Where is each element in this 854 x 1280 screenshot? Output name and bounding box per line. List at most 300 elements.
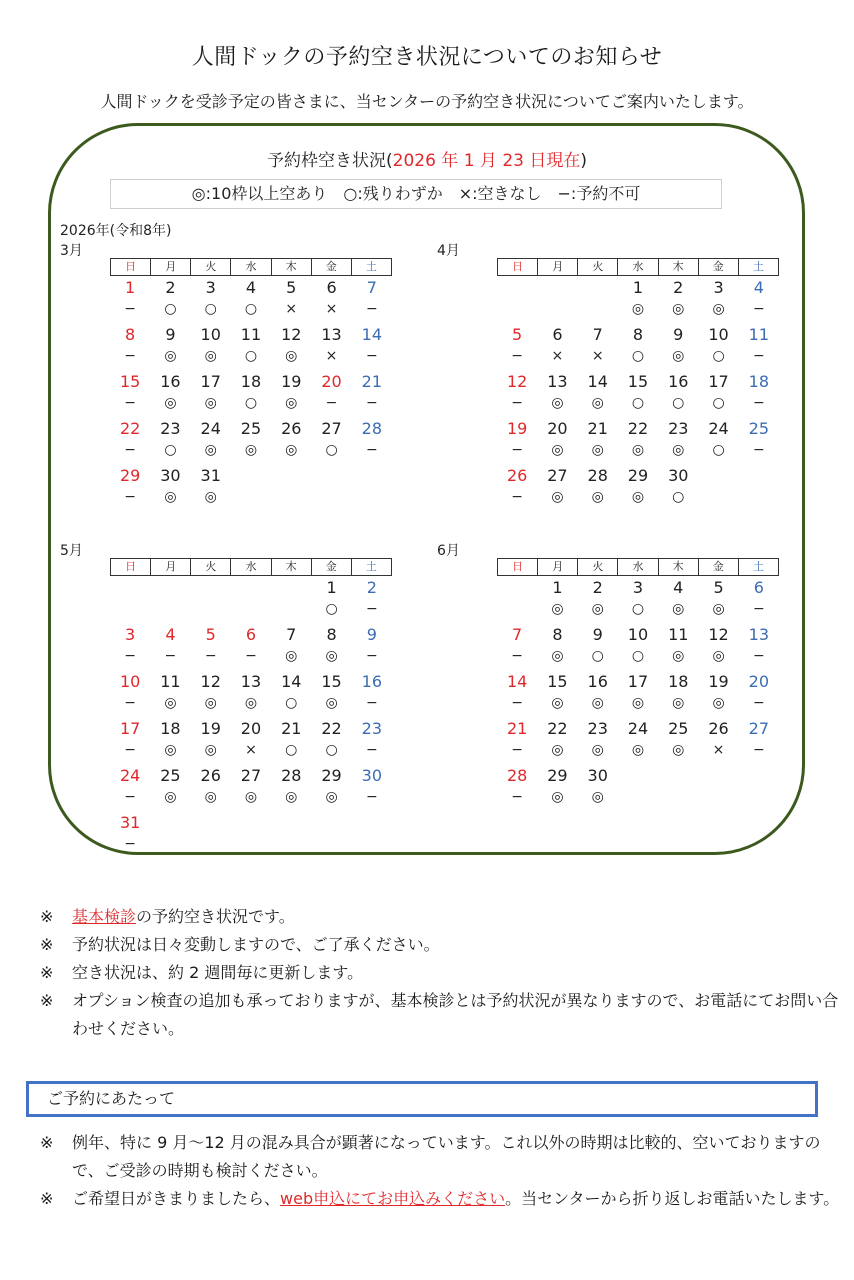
calendar-day — [739, 464, 779, 511]
availability-symbol: ◎ — [591, 695, 604, 711]
availability-symbol: − — [124, 836, 136, 852]
calendar-day — [739, 370, 779, 417]
note-item — [40, 931, 840, 959]
day-number: 21 — [361, 372, 382, 391]
weekday-label: 金 — [312, 559, 352, 575]
availability-symbol: ◎ — [591, 601, 604, 617]
availability-symbol: ◎ — [672, 348, 685, 364]
availability-symbol: − — [164, 648, 177, 664]
calendar-day — [311, 464, 351, 511]
calendar-march — [110, 258, 392, 511]
calendar-day — [658, 764, 698, 811]
availability-symbol — [231, 486, 271, 508]
availability-symbol: ○ — [244, 301, 258, 317]
availability-symbol: − — [752, 348, 765, 364]
availability-symbol: ◎ — [551, 601, 564, 617]
calendar-day — [618, 464, 658, 511]
availability-symbol: ◎ — [591, 489, 604, 505]
note-text: 予約状況は日々変動しますので、ご了承ください。 — [72, 935, 440, 954]
calendar-day — [739, 576, 779, 623]
day-number: 24 — [708, 419, 729, 438]
availability-symbol: ◎ — [164, 742, 177, 758]
availability-symbol: ◎ — [672, 648, 685, 664]
calendar-day — [739, 717, 779, 764]
availability-symbol: × — [325, 301, 338, 317]
day-number — [698, 466, 738, 486]
weekday-label: 火 — [191, 559, 231, 575]
availability-symbol: ◎ — [631, 489, 645, 505]
note-mark: ※ — [40, 935, 54, 954]
calendar-day — [497, 764, 537, 811]
day-number: 25 — [240, 419, 262, 438]
day-number: 13 — [748, 625, 769, 644]
day-number: 6 — [753, 578, 764, 597]
day-number: 22 — [119, 419, 141, 438]
availability-symbol: − — [124, 442, 136, 458]
weekday-label: 水 — [231, 559, 271, 575]
day-number — [191, 578, 231, 598]
calendar-day — [191, 576, 231, 623]
day-number: 15 — [547, 672, 568, 691]
availability-symbol: ◎ — [164, 489, 177, 505]
day-number: 29 — [119, 466, 141, 485]
calendar-day — [618, 717, 658, 764]
day-number: 6 — [552, 325, 563, 344]
weekday-label: 日 — [111, 559, 151, 575]
note-text: ご希望日がきまりましたら、 — [72, 1189, 281, 1208]
day-number: 4 — [165, 625, 176, 644]
availability-symbol: − — [511, 695, 523, 711]
weekday-label: 土 — [365, 560, 377, 573]
calendar-day — [311, 276, 351, 323]
availability-symbol — [271, 598, 311, 620]
availability-symbol: ◎ — [204, 348, 217, 364]
calendar-week — [110, 276, 392, 323]
calendar-week — [110, 464, 392, 511]
availability-title-prefix: 予約枠空き状況( — [266, 151, 393, 171]
availability-title — [0, 146, 854, 171]
availability-symbol: ○ — [325, 442, 338, 458]
day-number — [739, 766, 779, 786]
day-number: 2 — [366, 578, 377, 597]
weekday-label: 日 — [111, 259, 151, 275]
availability-symbol: × — [591, 348, 604, 364]
day-number: 7 — [512, 625, 523, 644]
day-number: 2 — [592, 578, 603, 597]
availability-symbol: ○ — [164, 301, 177, 317]
day-number: 13 — [240, 672, 262, 691]
weekday-label: 土 — [752, 560, 764, 573]
availability-symbol: × — [325, 348, 338, 364]
availability-symbol: ◎ — [285, 348, 298, 364]
day-number: 3 — [713, 278, 724, 297]
day-number: 17 — [119, 719, 141, 738]
calendar-day — [537, 276, 577, 323]
day-number: 22 — [321, 719, 342, 738]
weekday-label: 水 — [231, 259, 271, 275]
availability-symbol: ◎ — [244, 442, 258, 458]
availability-symbol: ○ — [712, 442, 725, 458]
day-number — [271, 466, 311, 486]
calendar-day — [311, 576, 351, 623]
availability-symbol — [231, 833, 271, 855]
day-number: 9 — [592, 625, 603, 644]
availability-symbol: ◎ — [591, 395, 604, 411]
availability-symbol: ◎ — [325, 648, 338, 664]
calendar-day — [352, 623, 392, 670]
day-number: 19 — [281, 372, 302, 391]
note-mark: ※ — [40, 907, 54, 926]
month-label-may: 5月 — [60, 543, 83, 559]
day-number: 8 — [632, 325, 644, 344]
availability-symbol: ◎ — [285, 442, 298, 458]
calendar-day — [271, 417, 311, 464]
availability-symbol — [698, 486, 738, 508]
day-number: 12 — [506, 372, 528, 391]
availability-symbol: − — [204, 648, 217, 664]
weekday-label: 火 — [578, 559, 618, 575]
calendar-day — [311, 764, 351, 811]
calendar-day — [150, 576, 190, 623]
day-number — [231, 578, 271, 598]
calendar-day — [658, 717, 698, 764]
day-number: 9 — [673, 325, 684, 344]
calendar-week — [497, 576, 779, 623]
availability-symbol: ○ — [285, 742, 298, 758]
day-number: 28 — [361, 419, 382, 438]
availability-symbol: ◎ — [712, 601, 725, 617]
calendar-day — [110, 764, 150, 811]
calendar-day — [271, 576, 311, 623]
notes-list — [40, 903, 840, 1043]
day-number — [497, 578, 537, 598]
availability-symbol: ◎ — [551, 489, 564, 505]
availability-symbol: ◎ — [591, 789, 604, 805]
availability-symbol: ◎ — [672, 695, 685, 711]
calendar-day — [271, 717, 311, 764]
day-number: 28 — [587, 466, 608, 485]
calendar-day — [497, 417, 537, 464]
day-number: 10 — [708, 325, 729, 344]
availability-symbol: ○ — [672, 395, 685, 411]
availability-symbol: ◎ — [285, 648, 298, 664]
calendar-week — [497, 764, 779, 811]
day-number: 20 — [547, 419, 568, 438]
calendar-day — [618, 623, 658, 670]
calendar-day — [578, 717, 618, 764]
calendar-day — [618, 670, 658, 717]
calendar-day — [150, 764, 190, 811]
availability-symbol — [352, 486, 392, 508]
availability-symbol: − — [245, 648, 257, 664]
calendar-day — [658, 576, 698, 623]
calendar-day — [150, 811, 190, 858]
calendar-day — [231, 417, 271, 464]
day-number: 7 — [366, 278, 377, 297]
calendar-day — [311, 670, 351, 717]
availability-symbol: ○ — [164, 442, 177, 458]
weekday-label: 金 — [699, 259, 739, 275]
day-number — [150, 813, 190, 833]
weekday-label: 土 — [752, 260, 764, 273]
day-number: 3 — [125, 625, 136, 644]
calendar-day — [497, 323, 537, 370]
calendar-day — [658, 623, 698, 670]
day-number: 17 — [200, 372, 221, 391]
calendar-day — [618, 764, 658, 811]
availability-symbol: ◎ — [551, 742, 564, 758]
note-mark: ※ — [40, 1189, 54, 1208]
availability-symbol: − — [325, 395, 338, 411]
calendar-day — [231, 576, 271, 623]
day-number: 16 — [587, 672, 608, 691]
day-number: 1 — [326, 578, 337, 597]
day-number: 27 — [748, 719, 769, 738]
day-number: 5 — [286, 278, 297, 297]
day-number: 24 — [200, 419, 221, 438]
calendar-day — [698, 276, 738, 323]
availability-symbol: ◎ — [204, 789, 217, 805]
availability-symbol: ◎ — [285, 395, 298, 411]
day-number: 31 — [119, 813, 141, 832]
calendar-day — [271, 276, 311, 323]
calendar-day — [150, 670, 190, 717]
availability-symbol: ◎ — [204, 695, 217, 711]
day-number: 2 — [673, 278, 684, 297]
weekday-header — [497, 558, 779, 576]
calendar-day — [311, 370, 351, 417]
calendar-day — [578, 670, 618, 717]
day-number: 8 — [552, 625, 563, 644]
day-number: 1 — [632, 278, 644, 297]
availability-symbol: − — [124, 348, 136, 364]
availability-symbol — [271, 486, 311, 508]
basic-checkup-link[interactable]: 基本検診 — [72, 907, 137, 926]
day-number: 7 — [592, 325, 603, 344]
day-number — [618, 766, 658, 786]
availability-symbol — [658, 786, 698, 808]
day-number: 15 — [119, 372, 141, 391]
availability-symbol: ◎ — [551, 695, 564, 711]
calendar-day — [271, 464, 311, 511]
calendar-day — [231, 764, 271, 811]
day-number: 23 — [668, 419, 689, 438]
availability-symbol — [578, 298, 618, 320]
day-number — [150, 578, 190, 598]
day-number: 11 — [668, 625, 689, 644]
calendar-day — [191, 717, 231, 764]
calendar-day — [578, 323, 618, 370]
page-title: 人間ドックの予約空き状況についてのお知らせ — [191, 45, 663, 70]
availability-symbol: ◎ — [672, 301, 685, 317]
page-subtitle: 人間ドックを受診予定の皆さまに、当センターの予約空き状況についてご案内いたします。 — [100, 92, 754, 111]
availability-symbol: × — [245, 742, 257, 758]
day-number: 28 — [281, 766, 302, 785]
availability-symbol: ◎ — [631, 301, 645, 317]
calendar-day — [578, 623, 618, 670]
day-number: 12 — [200, 672, 221, 691]
calendar-day — [271, 764, 311, 811]
day-number: 24 — [119, 766, 141, 785]
availability-symbol: − — [124, 648, 136, 664]
calendar-day — [578, 370, 618, 417]
calendar-day — [110, 464, 150, 511]
day-number: 2 — [165, 278, 176, 297]
calendar-day — [658, 670, 698, 717]
day-number: 29 — [321, 766, 342, 785]
availability-symbol: ◎ — [712, 648, 725, 664]
day-number: 26 — [281, 419, 302, 438]
availability-symbol — [497, 598, 537, 620]
day-number: 25 — [160, 766, 181, 785]
availability-symbol: − — [124, 742, 136, 758]
day-number: 9 — [366, 625, 377, 644]
availability-symbol: ○ — [204, 301, 217, 317]
availability-symbol: ○ — [712, 395, 725, 411]
day-number — [497, 278, 537, 298]
availability-symbol: − — [365, 348, 378, 364]
calendar-day — [497, 370, 537, 417]
availability-symbol: − — [124, 789, 136, 805]
day-number: 7 — [286, 625, 297, 644]
day-number: 27 — [240, 766, 262, 785]
day-number: 30 — [587, 766, 608, 785]
calendar-day — [578, 576, 618, 623]
day-number: 28 — [506, 766, 528, 785]
availability-symbol: ◎ — [204, 489, 217, 505]
day-number: 16 — [361, 672, 382, 691]
calendar-day — [618, 417, 658, 464]
day-number: 25 — [748, 419, 769, 438]
day-number: 5 — [205, 625, 216, 644]
calendar-week — [110, 576, 392, 623]
calendar-day — [271, 623, 311, 670]
note-text: の予約空き状況です。 — [136, 907, 295, 926]
calendar-april — [497, 258, 779, 511]
calendar-week — [497, 323, 779, 370]
calendar-day — [150, 276, 190, 323]
day-number: 4 — [753, 278, 764, 297]
calendar-day — [231, 464, 271, 511]
day-number — [352, 466, 392, 486]
calendar-day — [191, 670, 231, 717]
calendar-day — [578, 464, 618, 511]
as-of-date: 2026 年 1 月 23 日現在 — [392, 151, 581, 171]
weekday-label: 火 — [578, 259, 618, 275]
day-number: 10 — [627, 625, 649, 644]
calendar-day — [311, 717, 351, 764]
day-number: 9 — [165, 325, 176, 344]
calendar-day — [352, 670, 392, 717]
day-number: 14 — [506, 672, 528, 691]
availability-symbol: − — [365, 648, 378, 664]
day-number — [311, 813, 351, 833]
day-number: 18 — [160, 719, 181, 738]
year-label: 2026年(令和8年) — [60, 223, 172, 239]
availability-symbol: − — [511, 648, 523, 664]
day-number — [537, 278, 577, 298]
availability-symbol: ◎ — [631, 742, 645, 758]
availability-symbol: − — [752, 301, 765, 317]
availability-symbol: − — [365, 301, 378, 317]
day-number: 12 — [708, 625, 729, 644]
calendar-week — [110, 717, 392, 764]
calendar-day — [698, 370, 738, 417]
calendar-day — [110, 717, 150, 764]
day-number: 21 — [281, 719, 302, 738]
calendar-day — [739, 623, 779, 670]
availability-symbol: ◎ — [164, 395, 177, 411]
day-number: 14 — [281, 672, 302, 691]
day-number: 5 — [512, 325, 523, 344]
calendar-day — [497, 670, 537, 717]
availability-symbol: ◎ — [164, 348, 177, 364]
availability-symbol: ○ — [325, 601, 338, 617]
calendar-day — [191, 370, 231, 417]
day-number: 19 — [708, 672, 729, 691]
weekday-label: 土 — [365, 260, 377, 273]
day-number: 21 — [506, 719, 528, 738]
calendar-day — [352, 717, 392, 764]
calendar-day — [537, 764, 577, 811]
calendar-day — [537, 370, 577, 417]
day-number: 30 — [668, 466, 689, 485]
calendar-day — [698, 417, 738, 464]
day-number: 16 — [160, 372, 181, 391]
calendar-day — [110, 417, 150, 464]
note-text: 例年、特に 9 月〜12 月の混み具合が顕著になっています。これ以外の時期は比較的、空いておりますので、ご受診の時期も検討ください。 — [72, 1133, 821, 1180]
availability-symbol — [271, 833, 311, 855]
calendar-day — [110, 323, 150, 370]
calendar-week — [110, 323, 392, 370]
day-number — [231, 466, 271, 486]
calendar-day — [352, 323, 392, 370]
availability-symbol: ◎ — [631, 442, 645, 458]
reservation-notes — [40, 1129, 840, 1213]
calendar-day — [110, 623, 150, 670]
availability-symbol — [150, 833, 190, 855]
day-number: 20 — [748, 672, 769, 691]
availability-symbol: ○ — [244, 395, 258, 411]
day-number: 22 — [547, 719, 568, 738]
calendar-day — [110, 370, 150, 417]
web-application-link[interactable]: web申込にてお申込みください — [280, 1189, 506, 1208]
calendar-day — [537, 417, 577, 464]
availability-symbol: ○ — [631, 348, 645, 364]
calendar-week — [497, 717, 779, 764]
weekday-label: 月 — [151, 259, 191, 275]
calendar-day — [698, 323, 738, 370]
availability-symbol: − — [752, 648, 765, 664]
day-number — [658, 766, 698, 786]
calendar-week — [110, 764, 392, 811]
availability-symbol: − — [752, 601, 765, 617]
availability-symbol: × — [551, 348, 564, 364]
weekday-label: 火 — [191, 259, 231, 275]
availability-symbol: ○ — [244, 348, 258, 364]
availability-symbol — [311, 486, 351, 508]
calendar-day — [578, 276, 618, 323]
day-number: 18 — [240, 372, 262, 391]
calendar-day — [311, 811, 351, 858]
day-number: 14 — [587, 372, 608, 391]
availability-symbol: ○ — [325, 742, 338, 758]
calendar-week — [497, 276, 779, 323]
calendar-week — [497, 670, 779, 717]
day-number: 11 — [160, 672, 181, 691]
availability-symbol — [537, 298, 577, 320]
day-number: 27 — [547, 466, 568, 485]
